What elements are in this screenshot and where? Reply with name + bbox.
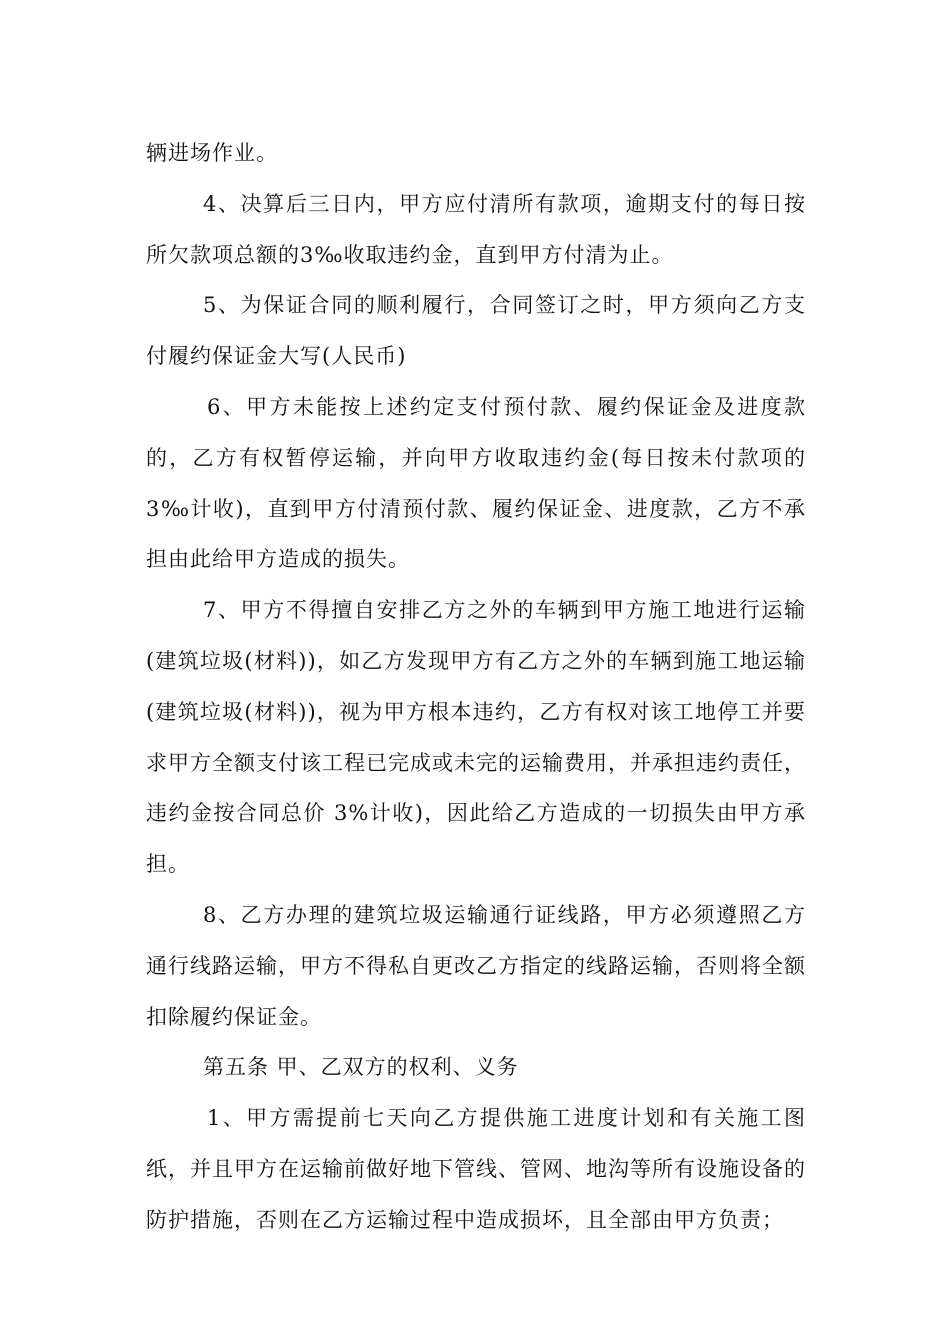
- paragraph-clause-6: 6、甲方未能按上述约定支付预付款、履约保证金及进度款的，乙方有权暂停运输，并向甲方收取违约金(每日按未付款项的3‰计收)，直到甲方付清预付款、履约保证金、进度款，乙方不承担由此给甲方造成的损失。: [146, 394, 806, 572]
- paragraph-clause-4: 4、决算后三日内，甲方应付清所有款项，逾期支付的每日按所欠款项总额的3‰收取违约金，直到甲方付清为止。: [146, 191, 806, 267]
- paragraph-clause-7: 7、甲方不得擅自安排乙方之外的车辆到甲方施工地进行运输(建筑垃圾(材料))，如乙方发现甲方有乙方之外的车辆到施工地运输(建筑垃圾(材料))，视为甲方根本违约，乙方有权对该工地停工并要求甲方全额支付该工程已完成或未完的运输费用，并承担违约责任，违约金按合同总价 3%计收)，因此给乙方造成的一切损失由甲方承担。: [146, 598, 806, 877]
- contract-text: [146, 128, 806, 1246]
- paragraph-continuation: 辆进场作业。: [146, 141, 278, 165]
- paragraph-clause-8: 8、乙方办理的建筑垃圾运输通行证线路，甲方必须遵照乙方通行线路运输，甲方不得私自更改乙方指定的线路运输，否则将全额扣除履约保证金。: [146, 902, 806, 1029]
- section-heading-article-5: 第五条 甲、乙双方的权利、义务: [203, 1055, 519, 1080]
- paragraph-clause-5: 5、为保证合同的顺利履行，合同签订之时，甲方须向乙方支付履约保证金大写(人民币): [146, 293, 806, 369]
- paragraph-article-5-clause-1: 1、甲方需提前七天向乙方提供施工进度计划和有关施工图纸，并且甲方在运输前做好地下管线、管网、地沟等所有设施设备的防护措施，否则在乙方运输过程中造成损坏，且全部由甲方负责；: [146, 1106, 806, 1232]
